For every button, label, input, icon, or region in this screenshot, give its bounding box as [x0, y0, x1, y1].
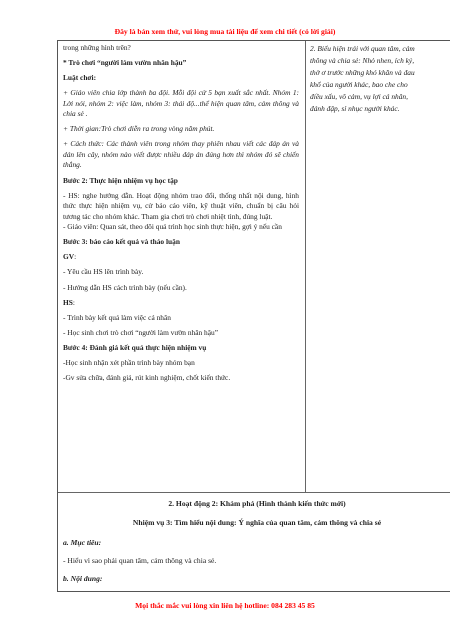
goal-text: - Hiểu vì sao phải quan tâm, cảm thông và chia sẻ.	[63, 556, 217, 565]
hs-item-2: - Học sinh chơi trò chơi “người làm vườn nhân hậu”	[63, 327, 218, 337]
gv-label: GV	[63, 252, 75, 262]
row-divider	[58, 492, 450, 493]
rule-method: + Cách thức: Các thành viên trong nhóm thay phiên nhau viết các đáp án và dán lên cây, nhóm nào viết được nhiều đáp án đúng hơn thì nhóm đó sẽ chiến thắng.	[63, 139, 299, 170]
knowledge-line: khổ của người khác, bao che cho	[310, 80, 408, 89]
hs-label: HS	[63, 297, 73, 307]
step3-heading: Bước 3: báo cáo kết quả và thảo luận	[63, 237, 180, 247]
hs-item-1: - Trình bày kết quả làm việc cá nhân	[63, 312, 171, 322]
knowledge-line: thông và chia sẻ: Nhỏ nhen, ích kỷ,	[310, 56, 415, 65]
step2-teacher: - Giáo viên: Quan sát, theo dõi quá trình học sinh thực hiện, gợi ý nếu cần	[63, 222, 282, 232]
column-divider	[305, 41, 306, 492]
hs-label-line	[63, 298, 299, 309]
gv-colon: :	[74, 252, 77, 262]
knowledge-line: thờ ơ trước những khó khăn và đau	[310, 68, 415, 77]
step4-item-2: -Gv sửa chữa, đánh giá, rút kinh nghiệm, chốt kiến thức.	[63, 373, 231, 383]
knowledge-line: điều xấu, vô cảm, vụ lợi cá nhân,	[310, 92, 408, 101]
task-title: Nhiệm vụ 3: Tìm hiểu nội dung: Ý nghĩa của quan tâm, cảm thông và chia sẻ	[132, 518, 382, 527]
gv-item-1: - Yêu cầu HS lên trình bày.	[63, 267, 144, 277]
gv-item-2: - Hướng dẫn HS cách trình bày (nếu cần).	[63, 282, 187, 292]
question-tail: trong những hình trên?	[63, 43, 131, 52]
content-heading: b. Nội dung:	[63, 574, 103, 583]
rule-teams: + Giáo viên chia lớp thành ba đội. Mỗi đội cử 5 bạn xuất sắc nhất. Nhóm 1: Lời nói, nhóm 2: việc làm, nhóm 3: thái độ...thể hiện quan tâm, cảm thông và chia sẻ .	[63, 88, 299, 119]
lesson-table	[57, 40, 450, 592]
step2-students: - HS: nghe hướng dẫn. Hoạt động nhóm trao đổi, thống nhất nội dung, hình thức thực hiện nhiệm vụ, cử báo cáo viên, kỹ thuật viên, chuẩn bị câu hỏi tương tác cho nhóm khác. Tham gia chơi trò chơi nhiệt tình, đúng luật.	[63, 190, 299, 221]
step2-heading: Bước 2: Thực hiện nhiệm vụ học tập	[63, 175, 178, 185]
game-title: * Trò chơi “người làm vườn nhân hậu”	[63, 58, 187, 68]
step4-heading: Bước 4: Đánh giá kết quả thực hiện nhiệm vụ	[63, 342, 207, 352]
hs-colon: :	[72, 297, 75, 307]
section-title: 2. Hoạt động 2: Khám phá (Hình thành kiến thức mới)	[168, 499, 346, 508]
hotline-banner: Mọi thắc mắc vui lòng xin liên hệ hotline: 084 283 45 85	[135, 601, 315, 610]
knowledge-line: đánh đập, sỉ nhục người khác.	[310, 104, 400, 113]
gv-label-line	[63, 252, 299, 263]
preview-banner: Đây là bản xem thử, vui lòng mua tài liệu để xem chi tiết (có lời giải)	[114, 27, 336, 36]
knowledge-column	[310, 43, 450, 115]
rules-heading: Luật chơi:	[63, 73, 97, 83]
step4-item-1: -Học sinh nhận xét phần trình bày nhóm bạn	[63, 358, 195, 367]
goal-heading: a. Mục tiêu:	[63, 538, 102, 547]
rule-time: + Thời gian:Trò chơi diễn ra trong vòng năm phút.	[63, 124, 215, 134]
activity-column	[63, 43, 299, 388]
knowledge-line: 2. Biểu hiện trái với quan tâm, cảm	[310, 44, 415, 53]
